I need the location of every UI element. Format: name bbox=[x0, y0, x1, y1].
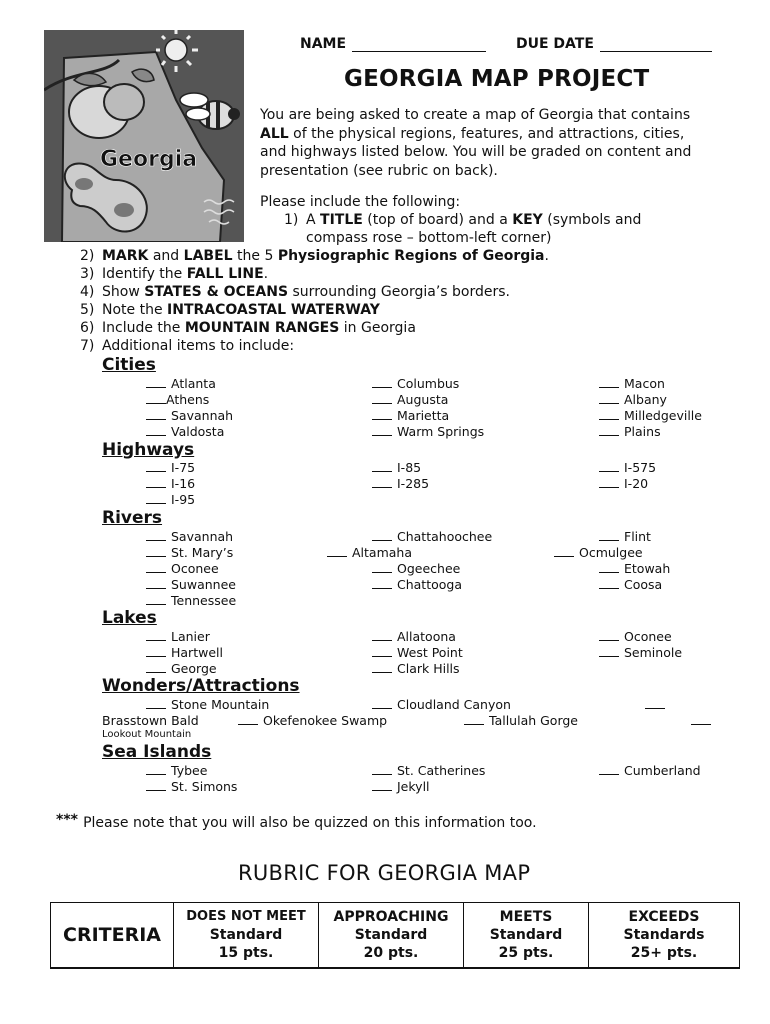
rubric-title: RUBRIC FOR GEORGIA MAP bbox=[238, 861, 531, 885]
list-item[interactable]: Hartwell bbox=[146, 645, 223, 660]
list-item[interactable]: Chattooga bbox=[372, 577, 462, 592]
col-meets: MEETS Standard 25 pts. bbox=[464, 903, 589, 969]
list-item[interactable]: I-85 bbox=[372, 460, 421, 475]
check-blank[interactable] bbox=[146, 561, 166, 573]
check-blank[interactable] bbox=[146, 593, 166, 605]
check-blank[interactable] bbox=[599, 577, 619, 589]
list-item[interactable]: Valdosta bbox=[146, 424, 224, 439]
list-item[interactable]: Etowah bbox=[599, 561, 670, 576]
list-item[interactable]: I-95 bbox=[146, 492, 195, 507]
quiz-note: *** Please note that you will also be quizzed on this information too. bbox=[56, 812, 537, 831]
list-item[interactable]: Seminole bbox=[599, 645, 682, 660]
check-blank[interactable] bbox=[645, 697, 670, 712]
check-blank[interactable] bbox=[372, 408, 392, 420]
due-date-blank[interactable] bbox=[600, 37, 712, 52]
criteria-header: CRITERIA bbox=[51, 903, 174, 969]
list-item[interactable]: Lanier bbox=[146, 629, 210, 644]
col-does-not-meet: DOES NOT MEET Standard 15 pts. bbox=[174, 903, 319, 969]
check-blank[interactable] bbox=[599, 376, 619, 388]
list-item[interactable]: Altamaha bbox=[327, 545, 412, 560]
list-item[interactable]: Brasstown Bald bbox=[102, 713, 199, 728]
check-blank[interactable] bbox=[146, 460, 166, 472]
page-title: GEORGIA MAP PROJECT bbox=[344, 66, 650, 92]
section-wonders-title: Wonders/Attractions bbox=[102, 676, 300, 696]
list-item[interactable]: Chattahoochee bbox=[372, 529, 492, 544]
due-date-field[interactable] bbox=[516, 36, 712, 52]
check-blank[interactable] bbox=[599, 408, 619, 420]
list-item[interactable]: St. Catherines bbox=[372, 763, 485, 778]
check-blank[interactable] bbox=[372, 561, 392, 573]
check-blank[interactable] bbox=[464, 713, 484, 725]
check-blank[interactable] bbox=[146, 476, 166, 488]
check-blank[interactable] bbox=[599, 629, 619, 641]
georgia-logo bbox=[44, 30, 244, 242]
check-blank[interactable] bbox=[372, 424, 392, 436]
check-blank[interactable] bbox=[372, 376, 392, 388]
name-field[interactable] bbox=[300, 36, 486, 52]
requirement-4: 4) Show STATES & OCEANS surrounding Georgia’s borders. bbox=[80, 284, 510, 300]
check-blank[interactable] bbox=[146, 545, 166, 557]
requirement-7: 7) Additional items to include: bbox=[80, 338, 295, 354]
list-item[interactable]: Cumberland bbox=[599, 763, 701, 778]
include-heading: Please include the following: bbox=[260, 194, 461, 210]
list-item[interactable]: Albany bbox=[599, 392, 667, 407]
list-item[interactable]: Savannah bbox=[146, 408, 233, 423]
list-item[interactable]: Ocmulgee bbox=[554, 545, 643, 560]
table-row bbox=[51, 903, 740, 969]
check-blank[interactable] bbox=[146, 629, 166, 641]
section-highways-title: Highways bbox=[102, 440, 195, 460]
check-blank[interactable] bbox=[146, 763, 166, 775]
check-blank[interactable] bbox=[372, 661, 392, 673]
list-item[interactable]: Marietta bbox=[372, 408, 449, 423]
check-blank[interactable] bbox=[599, 645, 619, 657]
check-blank[interactable] bbox=[146, 661, 166, 673]
list-item[interactable]: Tallulah Gorge bbox=[464, 713, 578, 728]
list-item[interactable]: Athens bbox=[146, 392, 209, 407]
list-item[interactable]: West Point bbox=[372, 645, 463, 660]
list-item[interactable]: Allatoona bbox=[372, 629, 456, 644]
check-blank[interactable] bbox=[372, 460, 392, 472]
list-item[interactable]: Oconee bbox=[599, 629, 672, 644]
check-blank[interactable] bbox=[599, 460, 619, 472]
requirement-2: 2) MARK and LABEL the 5 Physiographic Regions of Georgia. bbox=[80, 248, 549, 264]
check-blank[interactable] bbox=[146, 392, 166, 404]
list-item[interactable]: I-16 bbox=[146, 476, 195, 491]
requirement-1: 1) A TITLE (top of board) and a KEY (symbols and bbox=[284, 212, 642, 228]
list-item[interactable]: Macon bbox=[599, 376, 665, 391]
check-blank[interactable] bbox=[238, 713, 258, 725]
intro-paragraph: You are being asked to create a map of Georgia that contains ALL of the physical regions, features, and attractions, cities, and highways listed below. You will be graded on content and presentation (see rubric on back). bbox=[260, 107, 692, 179]
requirement-1-cont: compass rose – bottom-left corner) bbox=[306, 230, 552, 246]
check-blank[interactable] bbox=[599, 529, 619, 541]
check-blank[interactable] bbox=[146, 529, 166, 541]
list-item[interactable]: St. Mary’s bbox=[146, 545, 233, 560]
list-item[interactable]: St. Simons bbox=[146, 779, 237, 794]
check-blank[interactable] bbox=[372, 476, 392, 488]
rubric-table bbox=[50, 902, 740, 969]
check-blank[interactable] bbox=[599, 424, 619, 436]
list-item[interactable]: I-575 bbox=[599, 460, 656, 475]
check-blank[interactable] bbox=[146, 645, 166, 657]
check-blank[interactable] bbox=[372, 645, 392, 657]
check-blank[interactable] bbox=[599, 561, 619, 573]
requirement-5: 5) Note the INTRACOASTAL WATERWAY bbox=[80, 302, 380, 318]
check-blank[interactable] bbox=[146, 577, 166, 589]
check-blank[interactable] bbox=[146, 492, 166, 504]
list-item[interactable]: Warm Springs bbox=[372, 424, 484, 439]
check-blank[interactable] bbox=[372, 529, 392, 541]
check-blank[interactable] bbox=[599, 763, 619, 775]
list-item[interactable]: Tybee bbox=[146, 763, 207, 778]
list-item[interactable]: Savannah bbox=[146, 529, 233, 544]
check-blank[interactable] bbox=[372, 779, 392, 791]
col-exceeds: EXCEEDS Standards 25+ pts. bbox=[589, 903, 740, 969]
list-item[interactable]: Okefenokee Swamp bbox=[238, 713, 387, 728]
list-item[interactable]: Cloudland Canyon bbox=[372, 697, 511, 712]
list-item[interactable]: George bbox=[146, 661, 217, 676]
list-item[interactable]: I-20 bbox=[599, 476, 648, 491]
section-islands-title: Sea Islands bbox=[102, 742, 212, 762]
check-blank[interactable] bbox=[146, 424, 166, 436]
due-date-label: DUE DATE bbox=[516, 36, 594, 52]
list-item[interactable]: Flint bbox=[599, 529, 651, 544]
list-item[interactable]: Milledgeville bbox=[599, 408, 702, 423]
check-blank[interactable] bbox=[691, 713, 716, 728]
svg-text:Georgia: Georgia bbox=[100, 147, 198, 172]
name-label: NAME bbox=[300, 36, 347, 52]
list-item[interactable]: Suwannee bbox=[146, 577, 236, 592]
check-blank[interactable] bbox=[372, 697, 392, 709]
list-item[interactable]: Jekyll bbox=[372, 779, 430, 794]
list-item[interactable]: I-285 bbox=[372, 476, 429, 491]
section-cities-title: Cities bbox=[102, 355, 156, 375]
check-blank[interactable] bbox=[146, 779, 166, 791]
requirement-3: 3) Identify the FALL LINE. bbox=[80, 266, 269, 282]
list-item[interactable]: Atlanta bbox=[146, 376, 216, 391]
requirement-6: 6) Include the MOUNTAIN RANGES in Georgia bbox=[80, 320, 416, 336]
list-item[interactable]: Clark Hills bbox=[372, 661, 460, 676]
list-item[interactable]: Lookout Mountain bbox=[102, 729, 192, 740]
check-blank[interactable] bbox=[372, 577, 392, 589]
check-blank[interactable] bbox=[327, 545, 347, 557]
list-item[interactable]: Columbus bbox=[372, 376, 459, 391]
list-item[interactable]: Augusta bbox=[372, 392, 448, 407]
list-item[interactable]: I-75 bbox=[146, 460, 195, 475]
check-blank[interactable] bbox=[554, 545, 574, 557]
list-item[interactable]: Oconee bbox=[146, 561, 219, 576]
check-blank[interactable] bbox=[372, 763, 392, 775]
check-blank[interactable] bbox=[599, 476, 619, 488]
col-approaching: APPROACHING Standard 20 pts. bbox=[319, 903, 464, 969]
check-blank[interactable] bbox=[146, 408, 166, 420]
section-lakes-title: Lakes bbox=[102, 608, 157, 628]
check-blank[interactable] bbox=[372, 392, 392, 404]
list-item[interactable]: Ogeechee bbox=[372, 561, 460, 576]
list-item[interactable]: Plains bbox=[599, 424, 661, 439]
list-item[interactable]: Stone Mountain bbox=[146, 697, 269, 712]
check-blank[interactable] bbox=[372, 629, 392, 641]
check-blank[interactable] bbox=[146, 376, 166, 388]
name-blank[interactable] bbox=[352, 37, 486, 52]
list-item[interactable]: Coosa bbox=[599, 577, 662, 592]
check-blank[interactable] bbox=[146, 697, 166, 709]
check-blank[interactable] bbox=[599, 392, 619, 404]
list-item[interactable]: Tennessee bbox=[146, 593, 236, 608]
section-rivers-title: Rivers bbox=[102, 508, 163, 528]
